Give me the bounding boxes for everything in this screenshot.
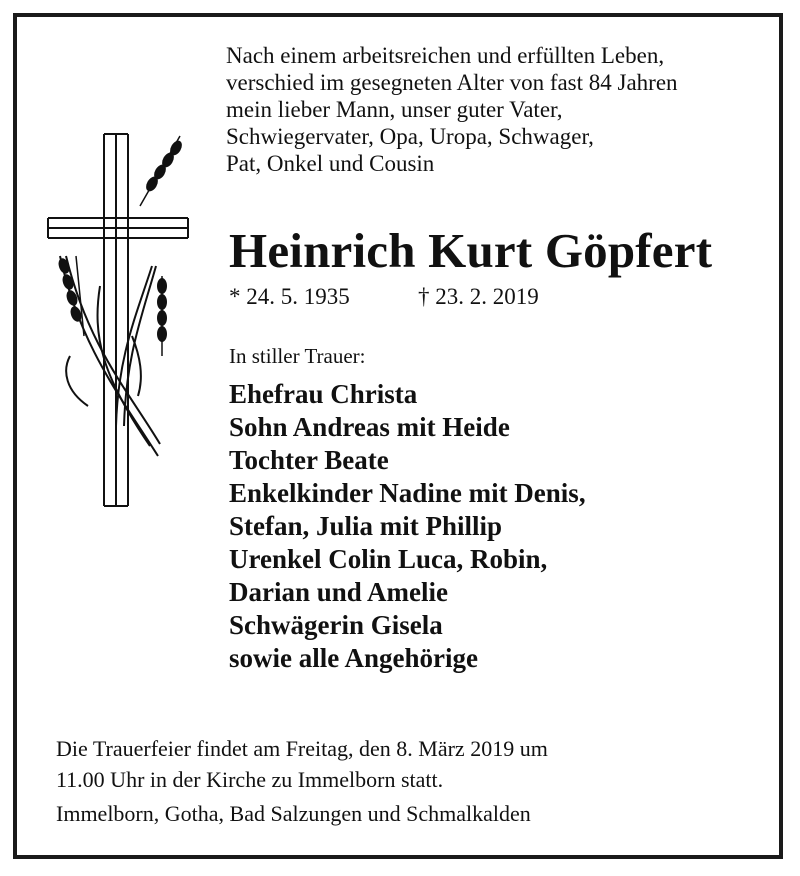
service-line: Die Trauerfeier findet am Freitag, den 8. März 2019 um bbox=[56, 736, 548, 761]
mourner-line: Stefan, Julia mit Phillip bbox=[229, 511, 503, 541]
intro-line: verschied im gesegneten Alter von fast 84 Jahren bbox=[226, 70, 678, 95]
mourners-list bbox=[229, 378, 586, 675]
service-line: 11.00 Uhr in der Kirche zu Immelborn statt. bbox=[56, 767, 444, 792]
deceased-name: Heinrich Kurt Göpfert bbox=[229, 223, 713, 278]
mourner-line: Tochter Beate bbox=[229, 445, 389, 475]
mourner-line: Sohn Andreas mit Heide bbox=[229, 412, 510, 442]
mourner-line: Urenkel Colin Luca, Robin, bbox=[229, 544, 548, 574]
mourner-line: Ehefrau Christa bbox=[229, 379, 418, 409]
mourner-line: Schwägerin Gisela bbox=[229, 610, 443, 640]
intro-line: mein lieber Mann, unser guter Vater, bbox=[226, 97, 563, 122]
mourner-line: sowie alle Angehörige bbox=[229, 643, 478, 673]
cross-with-wheat-icon bbox=[40, 126, 200, 516]
intro-line: Nach einem arbeitsreichen und erfüllten Leben, bbox=[226, 43, 665, 68]
birth-date: * 24. 5. 1935 bbox=[229, 284, 350, 309]
intro-line: Schwiegervater, Opa, Uropa, Schwager, bbox=[226, 124, 594, 149]
service-info bbox=[56, 733, 548, 795]
intro-line: Pat, Onkel und Cousin bbox=[226, 151, 435, 176]
intro-text bbox=[226, 42, 766, 177]
mourner-line: Enkelkinder Nadine mit Denis, bbox=[229, 478, 586, 508]
mourning-label: In stiller Trauer: bbox=[229, 344, 366, 368]
death-date: † 23. 2. 2019 bbox=[418, 284, 539, 309]
mourner-line: Darian und Amelie bbox=[229, 577, 449, 607]
life-dates bbox=[229, 284, 539, 310]
places-line: Immelborn, Gotha, Bad Salzungen und Schmalkalden bbox=[56, 801, 531, 826]
